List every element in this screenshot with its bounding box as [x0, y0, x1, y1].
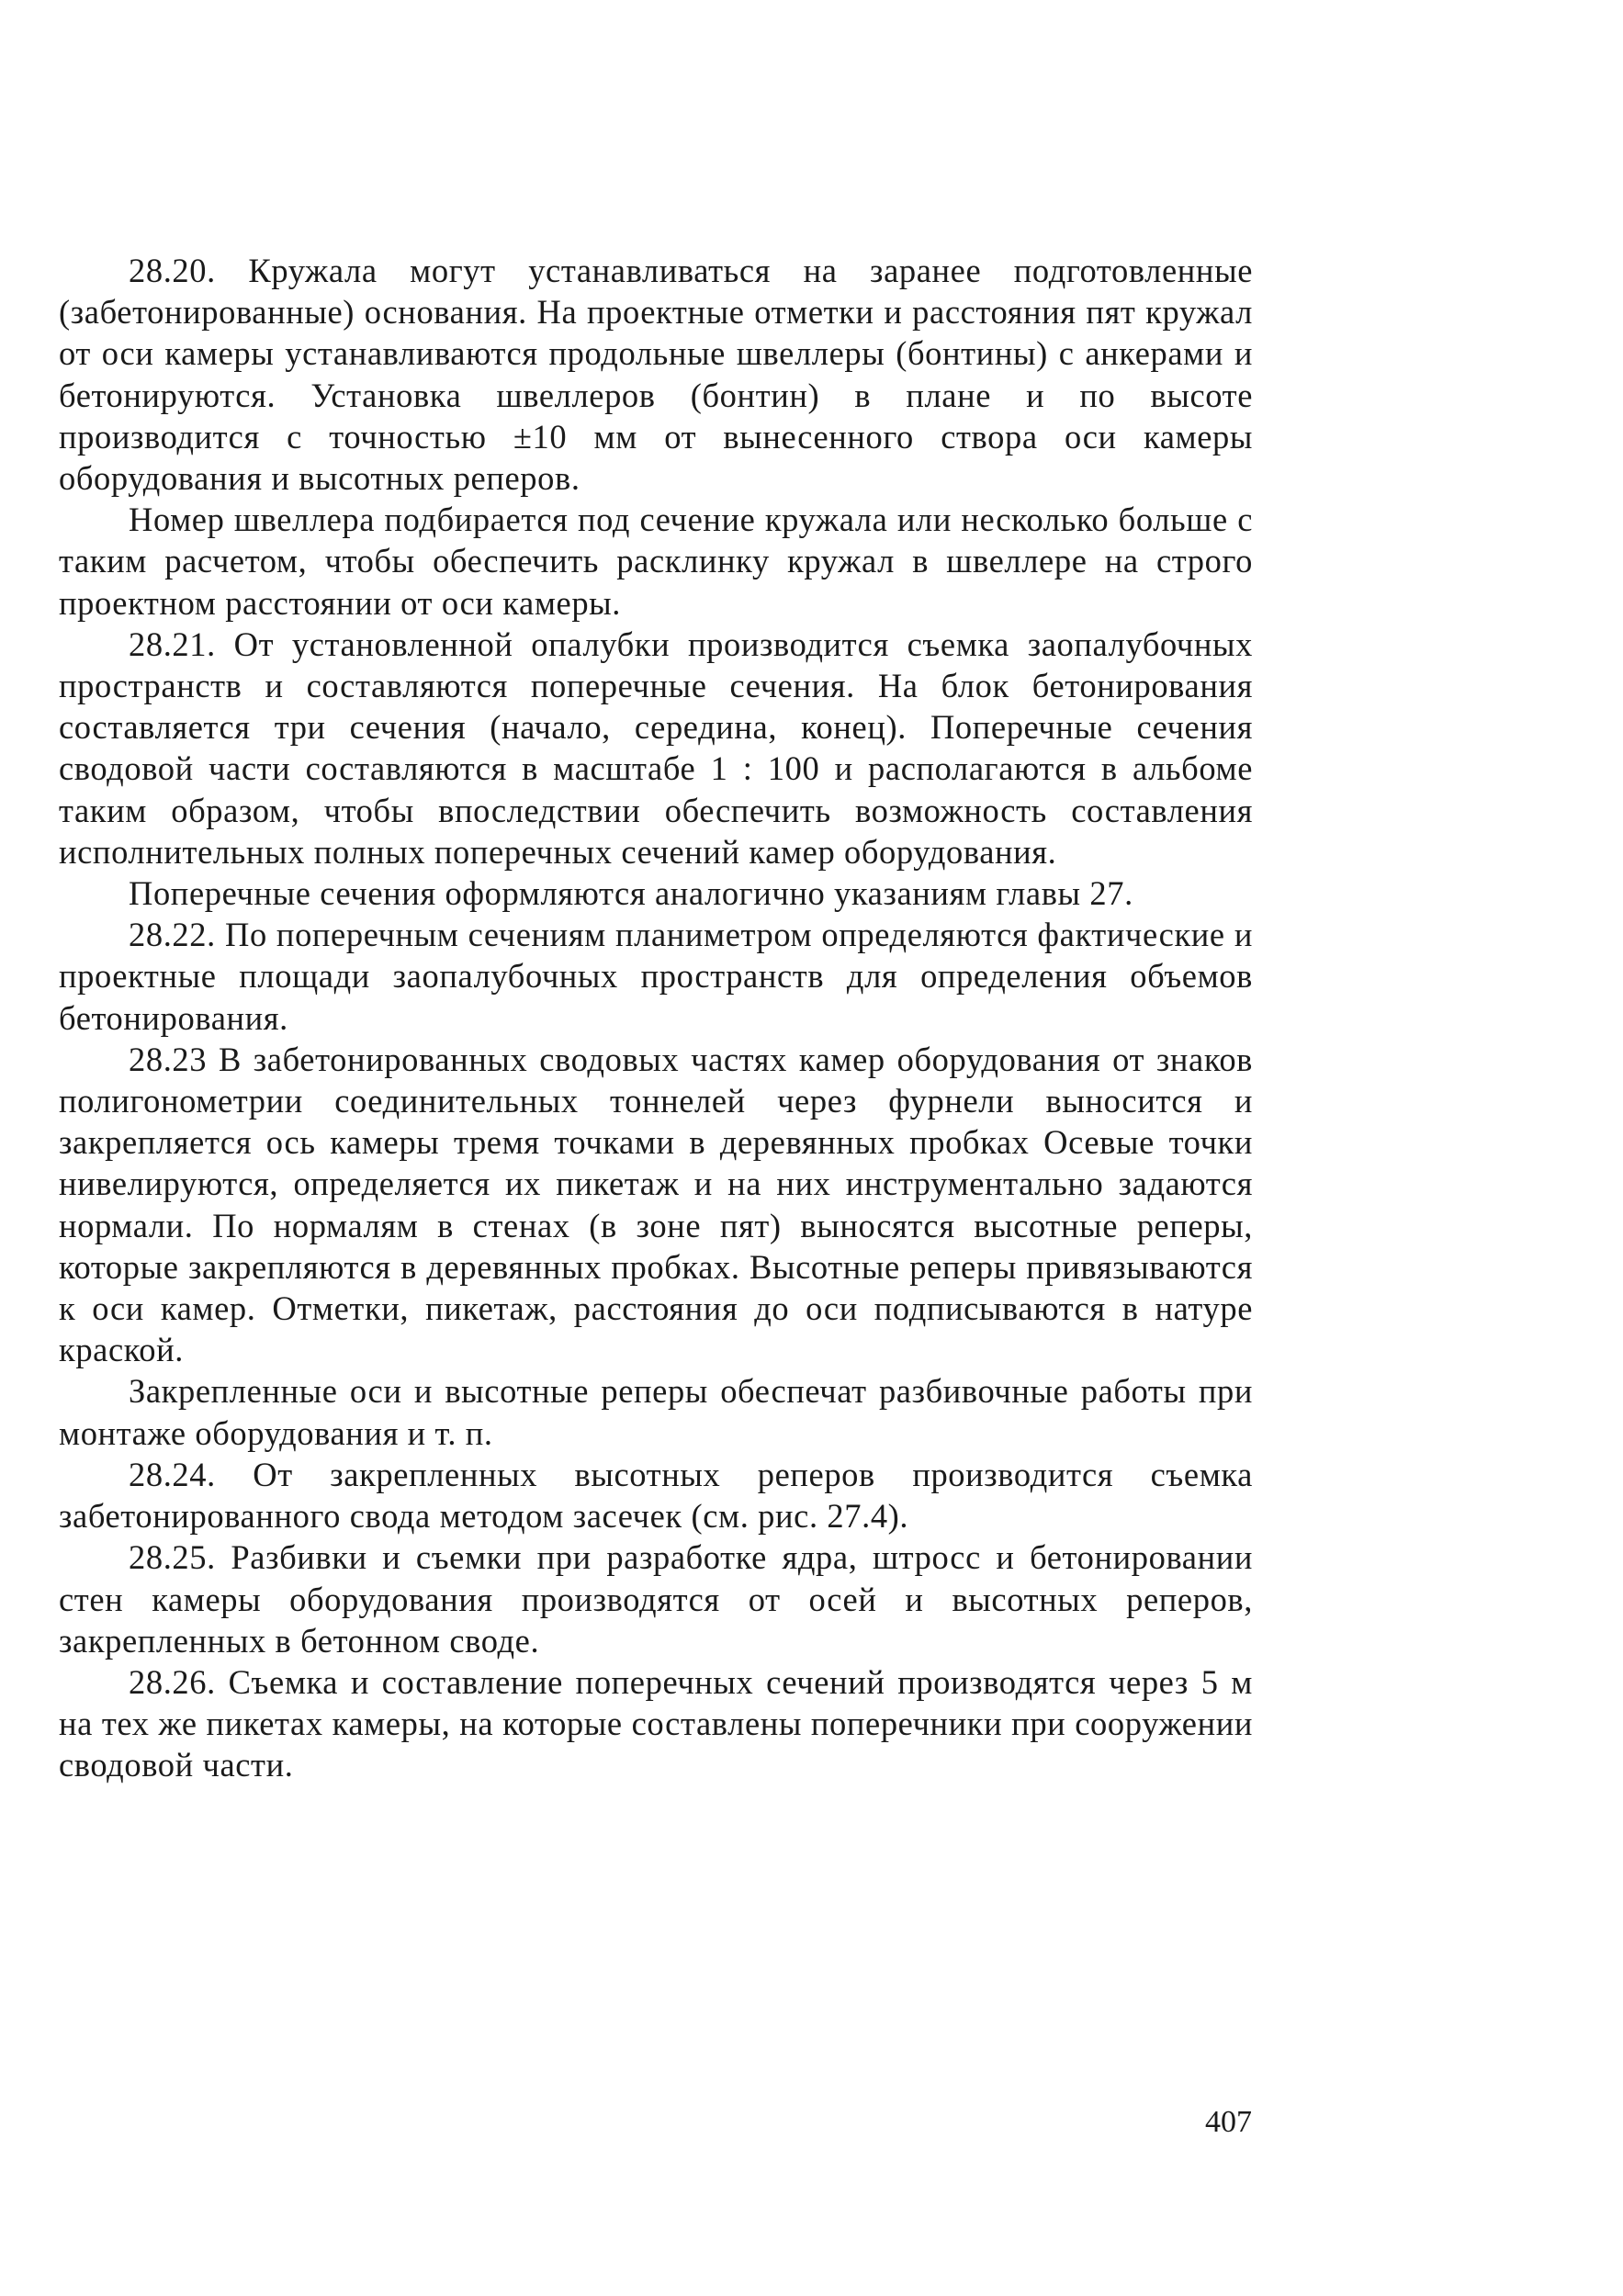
paragraph-28-24: 28.24. От закрепленных высотных реперов производится съемка забетонированного свода методом засечек (см. рис. 27.4). [59, 1455, 1253, 1536]
paragraph-fixed-axes: Закрепленные оси и высотные реперы обеспечат разбивочные работы при монтаже оборудования и т. п. [59, 1372, 1253, 1452]
page-number: 407 [1205, 2105, 1252, 2139]
paragraph-28-26: 28.26. Съемка и составление поперечных сечений производятся через 5 м на тех же пикетах камеры, на которые составлены поперечники при сооружении сводовой части. [59, 1662, 1253, 1784]
paragraph-28-20: 28.20. Кружала могут устанавливаться на заранее подготовленные (забетонированные) основания. На проектные отметки и расстояния пят кружал от оси камеры устанавливаются продольные швеллеры (бонтины) с анкерами и бетонируются. Установка швеллеров (бонтин) в плане и по высоте производится с точностью ±10 мм от вынесенного створа оси камеры оборудования и высотных реперов. [59, 252, 1253, 498]
paragraph-sections-format: Поперечные сечения оформляются аналогично указаниям главы 27. [129, 874, 1133, 913]
paragraph-28-23: 28.23 В забетонированных сводовых частях камер оборудования от знаков полигонометрии соединительных тоннелей через фурнели выносится и закрепляется ось камеры тремя точками в деревянных пробках Осевые точки нивелируются, определяется их пикетаж и на них инструментально задаются нормали. По нормалям в стенах (в зоне пят) выносятся высотные реперы, которые закрепляются в деревянных пробках. Высотные реперы привязываются к оси камер. Отметки, пикетаж, расстояния до оси подписываются в натуре краской. [59, 1040, 1253, 1369]
paragraph-28-22: 28.22. По поперечным сечениям планиметром определяются фактические и проектные площади заопалубочных пространств для определения объемов бетонирования. [59, 916, 1253, 1037]
paragraph-channel-number: Номер швеллера подбирается под сечение кружала или несколько больше с таким расчетом, чтобы обеспечить расклинку кружал в швеллере на строго проектном расстоянии от оси камеры. [59, 501, 1253, 622]
paragraph-28-25: 28.25. Разбивки и съемки при разработке ядра, штросс и бетонировании стен камеры оборудования производятся от осей и высотных реперов, закрепленных в бетонном своде. [59, 1538, 1253, 1660]
body-text [59, 250, 1253, 1786]
paragraph-28-21: 28.21. От установленной опалубки производится съемка заопалубочных пространств и составляются поперечные сечения. На блок бетонирования составляется три сечения (начало, середина, конец). Поперечные сечения сводовой части составляются в масштабе 1 : 100 и располагаются в альбоме таким образом, чтобы впоследствии обеспечить возможность составления исполнительных полных поперечных сечений камер оборудования. [59, 625, 1253, 871]
